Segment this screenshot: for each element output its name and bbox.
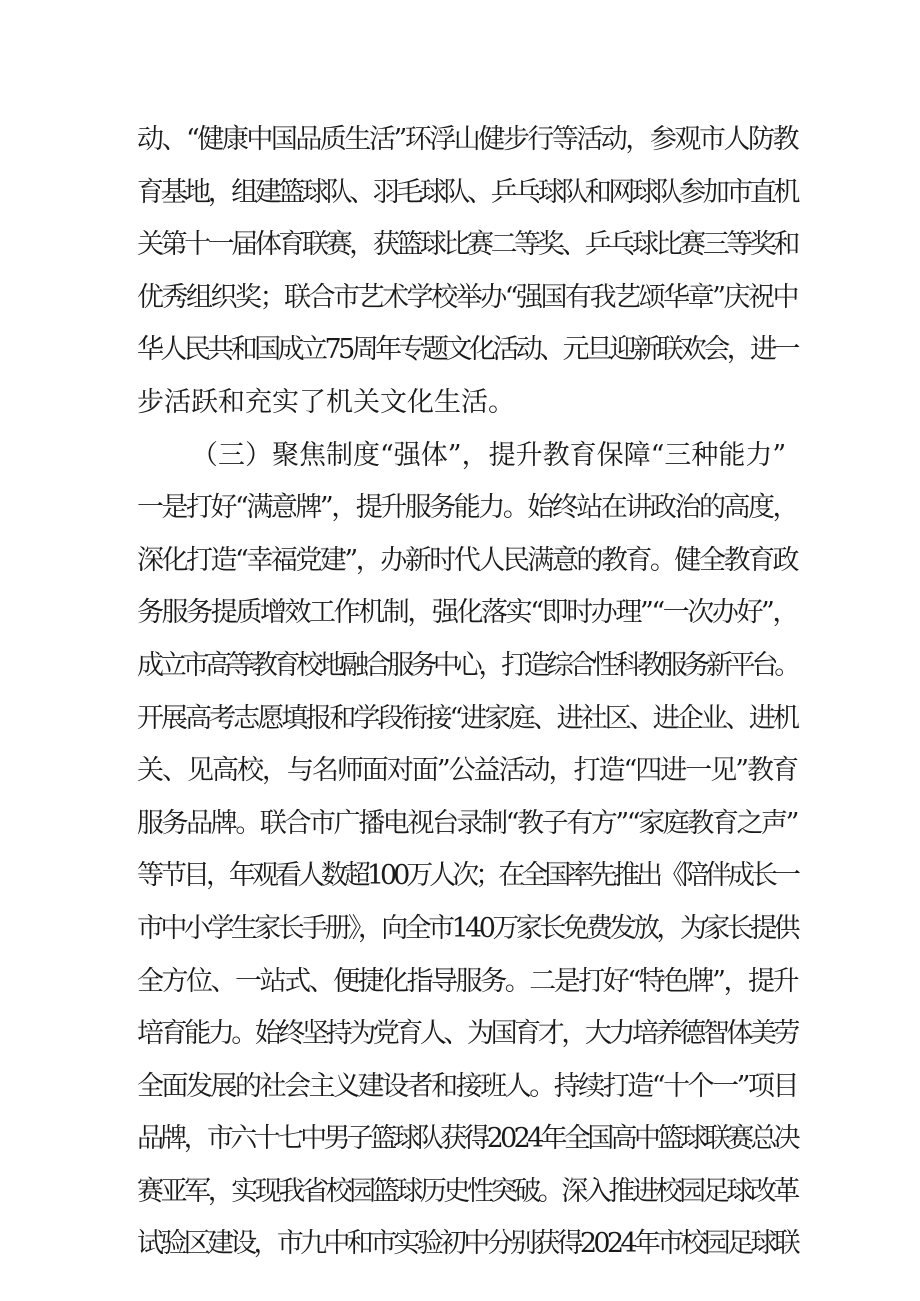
paragraph-line: 赛亚军，实现我省校园篮球历史性突破。深入推进校园足球改革 xyxy=(137,1175,797,1207)
paragraph-line: 步活跃和充实了机关文化生活。 xyxy=(137,386,515,418)
paragraph-line: 培育能力。始终坚持为党育人、为国育才，大力培养德智体美劳 xyxy=(137,1018,797,1050)
paragraph-line: 华人民共和国成立75周年专题文化活动、元旦迎新联欢会，进一 xyxy=(137,334,797,366)
paragraph-line: 成立市高等教育校地融合服务中心，打造综合性科教服务新平台。 xyxy=(137,649,797,681)
paragraph-line: 一是打好“满意牌”，提升服务能力。始终站在讲政治的高度， xyxy=(137,492,797,524)
body-text xyxy=(137,114,797,1271)
paragraph-line: 开展高考志愿填报和学段衔接“进家庭、进社区、进企业、进机 xyxy=(137,702,797,734)
paragraph-line: 品牌，市六十七中男子篮球队获得2024年全国高中篮球联赛总决 xyxy=(137,1123,797,1155)
section-heading-line: （三）聚焦制度“强体”，提升教育保障“三种能力” xyxy=(191,439,787,471)
paragraph-line: 市中小学生家长手册》，向全市140万家长免费发放，为家长提供 xyxy=(137,912,797,944)
paragraph-line: 动、“健康中国品质生活”环浮山健步行等活动，参观市人防教 xyxy=(137,124,797,155)
paragraph-line: 服务品牌。联合市广播电视台录制“教子有方”“家庭教育之声” xyxy=(137,807,797,839)
paragraph-line: 关、见高校，与名师面对面”公益活动，打造“四进一见”教育 xyxy=(137,755,797,787)
paragraph-line: 试验区建设，市九中和市实验初中分别获得2024年市校园足球联 xyxy=(137,1228,797,1260)
paragraph-line: 务服务提质增效工作机制，强化落实“即时办理”“一次办好”， xyxy=(137,597,797,629)
paragraph-line: 全方位、一站式、便捷化指导服务。二是打好“特色牌”，提升 xyxy=(137,965,797,997)
paragraph-line: 全面发展的社会主义建设者和接班人。持续打造“十个一”项目 xyxy=(137,1070,797,1102)
paragraph-line: 深化打造“幸福党建”，办新时代人民满意的教育。健全教育政 xyxy=(137,544,797,576)
paragraph-line: 优秀组织奖；联合市艺术学校举办“强国有我艺颂华章”庆祝中 xyxy=(137,281,797,313)
paragraph-line: 育基地，组建篮球队、羽毛球队、乒乓球队和网球队参加市直机 xyxy=(137,176,797,208)
paragraph-line: 等节目，年观看人数超100万人次；在全国率先推出《陪伴成长一 xyxy=(137,860,797,892)
paragraph-line: 关第十一届体育联赛，获篮球比赛二等奖、乒乓球比赛三等奖和 xyxy=(137,229,797,261)
